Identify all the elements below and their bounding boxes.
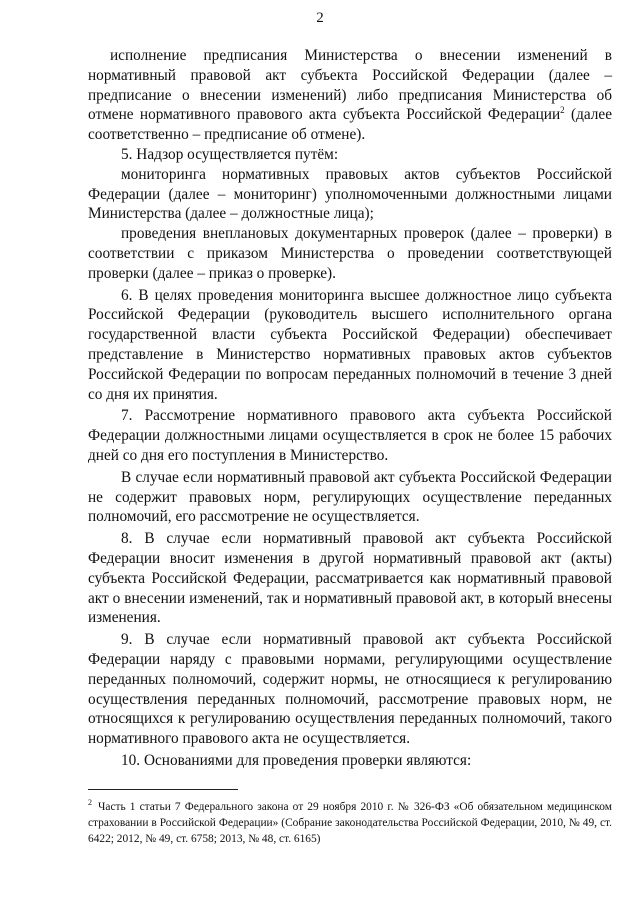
footnote-marker: 2 xyxy=(88,798,92,808)
paragraph-8: 8. В случае если нормативный правовой акт субъекта Российской Федерации вносит изменения в другой нормативный правовой акт (акты) субъекта Российской Федерации, рассматривается как нормативный правовой акт о внесении изменений, так и нормативный правовой акт, в который внесены изменения. xyxy=(88,530,612,627)
paragraph-10: 10. Основаниями для проведения проверки являются: xyxy=(121,751,472,769)
footnote-separator xyxy=(88,789,238,790)
paragraph-text: исполнение предписания Министерства о внесении изменений в нормативный правовой акт субъекта Российской Федерации (далее – предписание о внесении изменений) либо предписания Министерства об отмене нормативного правового акта субъекта Российской Федерации xyxy=(88,47,612,124)
footnote-text: Часть 1 статьи 7 Федерального закона от 29 ноября 2010 г. № 326-ФЗ «Об обязательном медицинском страховании в Российской Федерации» (Собрание законодательства Российской Федерации, 2010, № 49, ст. 6422; 2012, № 49, ст. 6758; 2013, № 48, ст. 6165) xyxy=(88,801,612,845)
paragraph-7: 7. Рассмотрение нормативного правового акта субъекта Российской Федерации должностными лицами осуществляется в срок не более 15 рабочих дней со дня его поступления в Министерство. xyxy=(88,407,612,464)
paragraph-5-item-monitoring: мониторинга нормативных правовых актов субъектов Российской Федерации (далее – мониторинг) уполномоченными должностными лицами Министерства (далее – должностные лица); xyxy=(88,165,612,223)
paragraph-6: 6. В целях проведения мониторинга высшее должностное лицо субъекта Российской Федерации (руководитель высшего исполнительного органа государственной власти субъекта Российской Федерации) обеспечивает представление в Министерство нормативных правовых актов субъектов Российской Федерации по вопросам переданных полномочий в течение 3 дней со дня их принятия. xyxy=(88,286,612,403)
paragraph-5: 5. Надзор осуществляется путём: xyxy=(121,145,339,163)
footnote-reference: 2 xyxy=(560,105,565,116)
footnote xyxy=(88,799,612,847)
paragraph-continuation xyxy=(88,46,612,145)
paragraph-5-item-inspections: проведения внеплановых документарных проверок (далее – проверки) в соответствии с приказом Министерства о проведении соответствующей проверки (далее – приказ о проверке). xyxy=(88,225,612,282)
paragraph-9: 9. В случае если нормативный правовой акт субъекта Российской Федерации наряду с правовыми нормами, регулирующими осуществление переданных полномочий, содержит нормы, не относящиеся к регулированию осуществления переданных полномочий, рассмотрение правовых норм, не относящихся к регулированию осуществления переданных полномочий, такого нормативного правового акта не осуществляется. xyxy=(88,631,612,748)
paragraph-text-tail: (далее соответственно – предписание об отмене). xyxy=(88,106,612,144)
page-number: 2 xyxy=(316,10,324,26)
paragraph-7-second: В случае если нормативный правовой акт субъекта Российской Федерации не содержит правовых норм, регулирующих осуществление переданных полномочий, его рассмотрение не осуществляется. xyxy=(88,468,612,526)
document-body xyxy=(88,46,612,771)
